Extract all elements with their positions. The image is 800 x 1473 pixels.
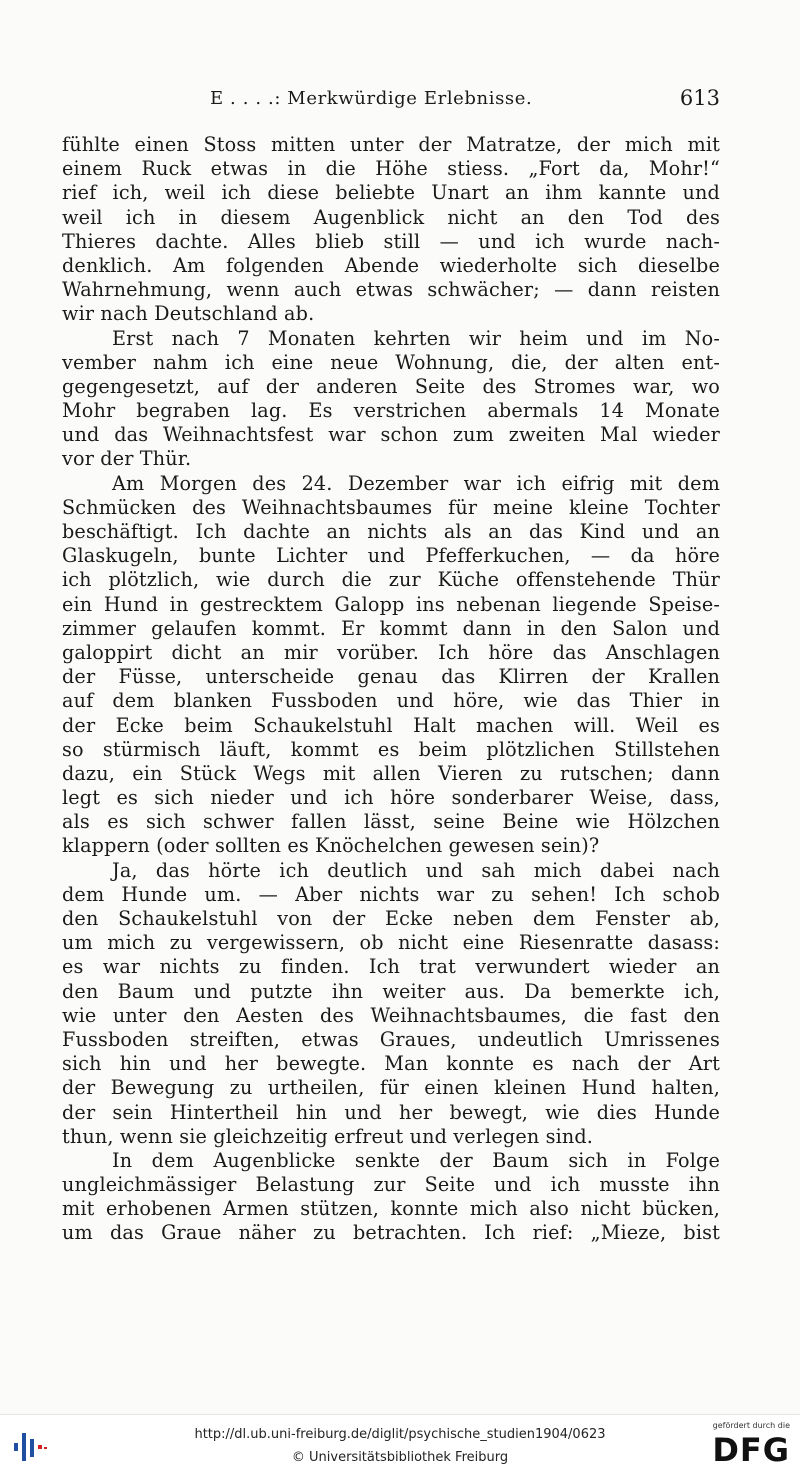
funding-note: gefördert durch die: [712, 1421, 790, 1430]
text-line: Ja, das hörte ich deutlich und sah mich dabei nach: [112, 858, 720, 882]
text-line: der sein Hintertheil hin und her bewegt, wie dies Hunde: [62, 1100, 720, 1124]
text-line: und das Weihnachtsfest war schon zum zweiten Mal wieder: [62, 423, 720, 447]
text-line: gegengesetzt, auf der anderen Seite des Stromes war, wo: [62, 374, 720, 398]
text-line: wie unter den Aesten des Weihnachtsbaumes, die fast den: [62, 1003, 720, 1027]
dfg-logo: DFG: [712, 1431, 790, 1469]
text-line: Mohr begraben lag. Es verstrichen abermals 14 Monate: [62, 399, 720, 423]
text-line: sich hin und her bewegte. Man konnte es nach der Art: [62, 1052, 720, 1076]
text-line: wir nach Deutschland ab.: [62, 302, 315, 326]
running-title: E . . . .: Merkwürdige Erlebnisse.: [210, 88, 533, 109]
text-line: ungleichmässiger Belastung zur Seite und ich musste ihn: [62, 1173, 720, 1197]
text-line: einem Ruck etwas in die Höhe stiess. „Fort da, Mohr!“: [62, 157, 720, 181]
text-line: der Ecke beim Schaukelstuhl Halt machen will. Weil es: [62, 713, 720, 737]
text-line: ein Hund in gestrecktem Galopp ins nebenan liegende Speise-: [62, 592, 720, 616]
text-line: als es sich schwer fallen lässt, seine Beine wie Hölzchen: [62, 810, 720, 834]
body-text: [62, 133, 720, 1246]
text-line: den Baum und putzte ihn weiter aus. Da bemerkte ich,: [62, 979, 720, 1003]
page-header: [62, 88, 722, 116]
text-line: thun, wenn sie gleichzeitig erfreut und verlegen sind.: [62, 1124, 594, 1148]
text-line: rief ich, weil ich diese beliebte Unart an ihm kannte und: [62, 181, 720, 205]
text-line: um das Graue näher zu betrachten. Ich rief: „Mieze, bist: [62, 1221, 720, 1245]
viewer-footer: [0, 1414, 800, 1473]
text-line: der Bewegung zu urtheilen, für einen kleinen Hund halten,: [62, 1076, 720, 1100]
text-line: ich plötzlich, wie durch die zur Küche offenstehende Thür: [62, 568, 720, 592]
text-line: klappern (oder sollten es Knöchelchen gewesen sein)?: [62, 834, 600, 858]
text-line: so stürmisch läuft, kommt es beim plötzlichen Stillstehen: [62, 737, 720, 761]
text-line: es war nichts zu finden. Ich trat verwundert wieder an: [62, 955, 720, 979]
text-line: zimmer gelaufen kommt. Er kommt dann in den Salon und: [62, 616, 720, 640]
text-line: legt es sich nieder und ich höre sonderbarer Weise, dass,: [62, 786, 720, 810]
text-line: den Schaukelstuhl von der Ecke neben dem Fenster ab,: [62, 907, 720, 930]
text-line: galoppirt dicht an mir vorüber. Ich höre das Anschlagen: [62, 640, 720, 664]
text-line: dazu, ein Stück Wegs mit allen Vieren zu rutschen; dann: [62, 761, 720, 785]
page-number: 613: [679, 86, 720, 110]
text-line: Schmücken des Weihnachtsbaumes für meine kleine Tochter: [62, 495, 720, 519]
text-line: denklich. Am folgenden Abende wiederholte sich dieselbe: [62, 253, 720, 277]
permalink-url[interactable]: http://dl.ub.uni-freiburg.de/diglit/psychische_studien1904/0623: [194, 1427, 606, 1442]
text-line: In dem Augenblicke senkte der Baum sich in Folge: [112, 1148, 720, 1172]
text-line: Am Morgen des 24. Dezember war ich eifrig mit dem: [112, 471, 720, 495]
text-line: mit erhobenen Armen stützen, konnte mich also nicht bücken,: [62, 1197, 720, 1221]
text-line: auf dem blanken Fussboden und höre, wie das Thier in: [62, 689, 720, 713]
copyright-notice: © Universitätsbibliothek Freiburg: [291, 1450, 509, 1465]
text-line: vor der Thür.: [62, 447, 192, 471]
text-line: Wahrnehmung, wenn auch etwas schwächer; — dann reisten: [62, 278, 720, 302]
text-line: Glaskugeln, bunte Lichter und Pfefferkuchen, — da höre: [62, 544, 720, 568]
text-line: vember nahm ich eine neue Wohnung, die, der alten ent-: [62, 350, 720, 374]
text-line: weil ich in diesem Augenblick nicht an den Tod des: [62, 205, 720, 229]
text-line: beschäftigt. Ich dachte an nichts als an das Kind und an: [62, 520, 720, 543]
text-line: der Füsse, unterscheide genau das Klirren der Krallen: [62, 665, 720, 689]
text-line: fühlte einen Stoss mitten unter der Matratze, der mich mit: [62, 133, 720, 156]
text-line: um mich zu vergewissern, ob nicht eine Riesenratte dasass:: [62, 931, 720, 955]
text-line: Erst nach 7 Monaten kehrten wir heim und im No-: [112, 326, 720, 350]
text-line: Thieres dachte. Alles blieb still — und ich wurde nach-: [62, 229, 720, 253]
text-line: dem Hunde um. — Aber nichts war zu sehen! Ich schob: [62, 882, 720, 906]
text-line: Fussboden streiften, etwas Graues, undeutlich Umrissenes: [62, 1027, 720, 1051]
